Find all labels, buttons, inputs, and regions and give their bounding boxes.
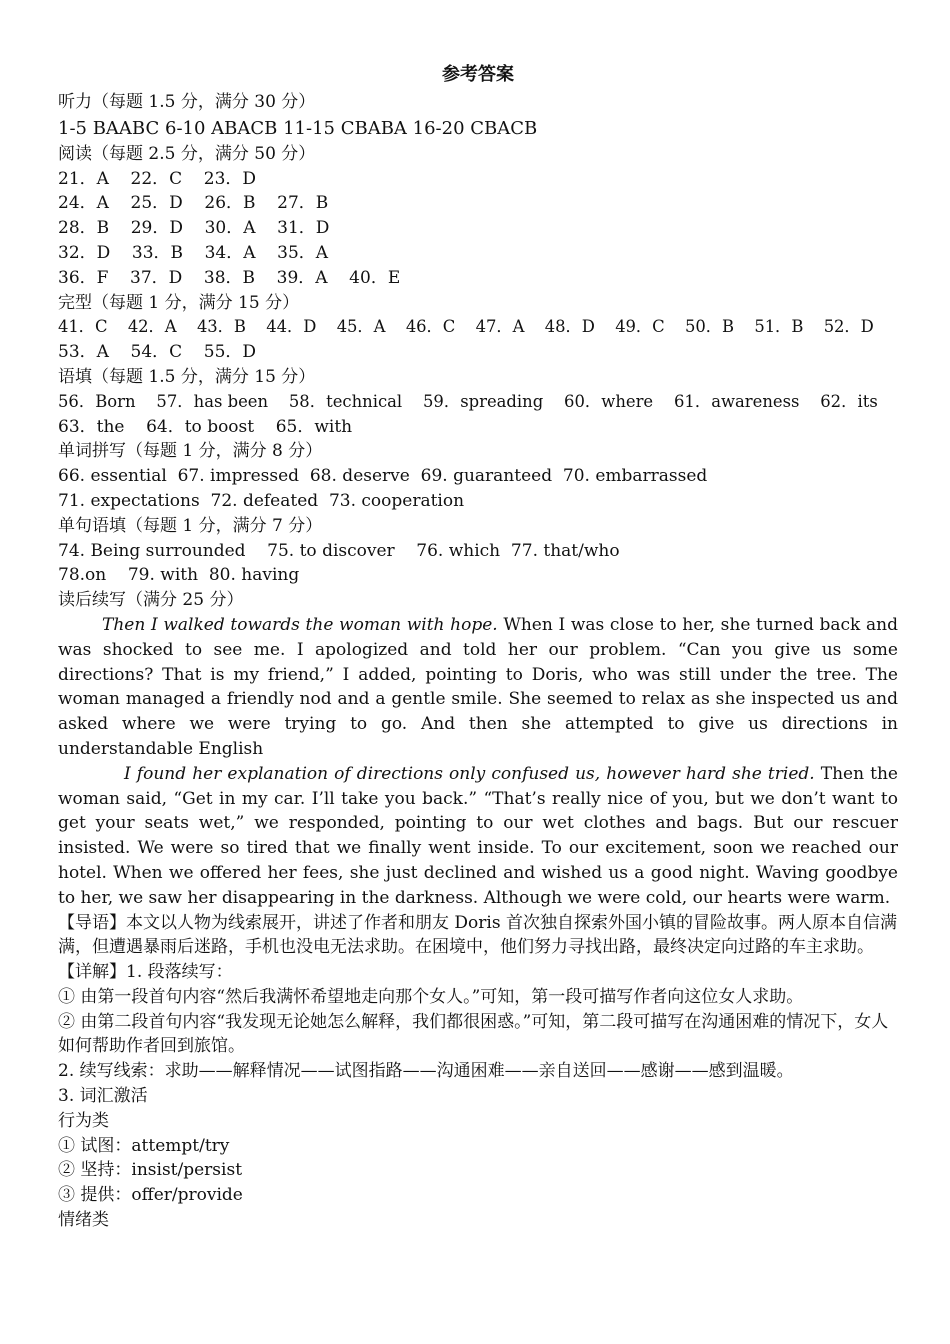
reading-row: 36．F 37．D 38．B 39．A 40．E — [58, 267, 401, 288]
detail-point: ① 由第一段首句内容“然后我满怀希望地走向那个女人。”可知，第一段可描写作者向这位女人求助。 — [58, 986, 804, 1007]
detail-header: 【详解】1. 段落续写： — [58, 962, 233, 983]
reading-row: 24．A 25．D 26．B 27．B — [58, 193, 329, 214]
spelling-row: 71. expectations 72. defeated 73. cooperation — [58, 490, 465, 511]
reading-row: 32．D 33．B 34．A 35．A — [58, 242, 329, 263]
vocab-item: ② 坚持：insist/persist — [58, 1160, 243, 1181]
vocab-item: ③ 提供：offer/provide — [58, 1185, 243, 1206]
sentence-header: 单句语填（每题 1 分，满分 7 分） — [58, 515, 323, 536]
paragraph-opening: Then I walked towards the woman with hope. — [102, 614, 498, 635]
page-title: 参考答案 — [442, 64, 514, 85]
vocab-item: ① 试图：attempt/try — [58, 1135, 230, 1156]
listening-header: 听力（每题 1.5 分，满分 30 分） — [58, 92, 316, 112]
detail-point: ② 由第二段首句内容“我发现无论她怎么解释，我们都很困惑。”可知，第二段可描写在沟通困难的情况下，女人如何帮助作者回到旅馆。 — [58, 1011, 889, 1057]
behavior-header: 行为类 — [58, 1110, 109, 1131]
reading-row: 21．A 22．C 23．D — [58, 168, 257, 189]
cloze-row: 41．C 42．A 43．B 44．D 45．A 46．C 47．A 48．D 49．C 50．B 51．B 52．D — [58, 317, 874, 337]
grammar-row: 63．the 64．to boost 65．with — [58, 416, 353, 437]
reading-row: 28．B 29．D 30．A 31．D — [58, 218, 330, 239]
writing-paragraph-1 — [58, 613, 898, 762]
cloze-row: 53．A 54．C 55．D — [58, 342, 257, 363]
sentence-row: 78.on 79. with 80. having — [58, 565, 300, 586]
analysis-intro: 【导语】本文以人物为线索展开，讲述了作者和朋友 Doris 首次独自探索外国小镇的冒险故事。两人原本自信满满，但遭遇暴雨后迷路，手机也没电无法求助。在困境中，他们努力寻找出路，最终决定向过路的车主求助。 — [58, 912, 897, 958]
writing-clue: 2. 续写线索：求助——解释情况——试图指路——沟通困难——亲自送回——感谢——感到温暖。 — [58, 1061, 794, 1082]
paragraph-body: When I was close to her, she turned back and was shocked to see me. I apologized and told her our problem. “Can you give us some directions? That is my friend,” I added, pointing to Doris, who was still under the tree. The woman managed a friendly nod and a gentle smile. She seemed to relax as she inspected us and asked where we were trying to go. And then she attempted to give us directions in understandable English — [58, 614, 898, 759]
writing-paragraph-2 — [58, 762, 898, 911]
spelling-row: 66. essential 67. impressed 68. deserve 69. guaranteed 70. embarrassed — [58, 466, 708, 487]
paragraph-body: Then the woman said, “Get in my car. I’ll take you back.” “That’s really nice of you, but we don’t want to get your seats wet,” we responded, pointing to our wet clothes and bags. But our rescuer insisted. We were so tired that we finally went inside. To our excitement, soon we reached our hotel. When we offered her fees, she just declined and wished us a good night. Waving goodbye to her, we saw her disappearing in the darkness. Although we were cold, our hearts were warm. — [58, 763, 898, 908]
answer-document — [58, 62, 898, 1233]
spelling-header: 单词拼写（每题 1 分，满分 8 分） — [58, 441, 323, 462]
emotion-header: 情绪类 — [58, 1210, 109, 1231]
vocab-header: 3. 词汇激活 — [58, 1086, 148, 1107]
writing-header: 读后续写（满分 25 分） — [58, 590, 244, 611]
sentence-row: 74. Being surrounded 75. to discover 76. which 77. that/who — [58, 540, 620, 561]
listening-answers: 1-5 BAABC 6-10 ABACB 11-15 CBABA 16-20 CBACB — [58, 117, 538, 139]
cloze-header: 完型（每题 1 分，满分 15 分） — [58, 292, 300, 313]
paragraph-opening: I found her explanation of directions only confused us, however hard she tried. — [124, 763, 815, 784]
grammar-header: 语填（每题 1.5 分，满分 15 分） — [58, 366, 316, 387]
grammar-row: 56．Born 57．has been 58．technical 59．spreading 60．where 61．awareness 62．its — [58, 391, 878, 411]
reading-header: 阅读（每题 2.5 分，满分 50 分） — [58, 143, 316, 164]
